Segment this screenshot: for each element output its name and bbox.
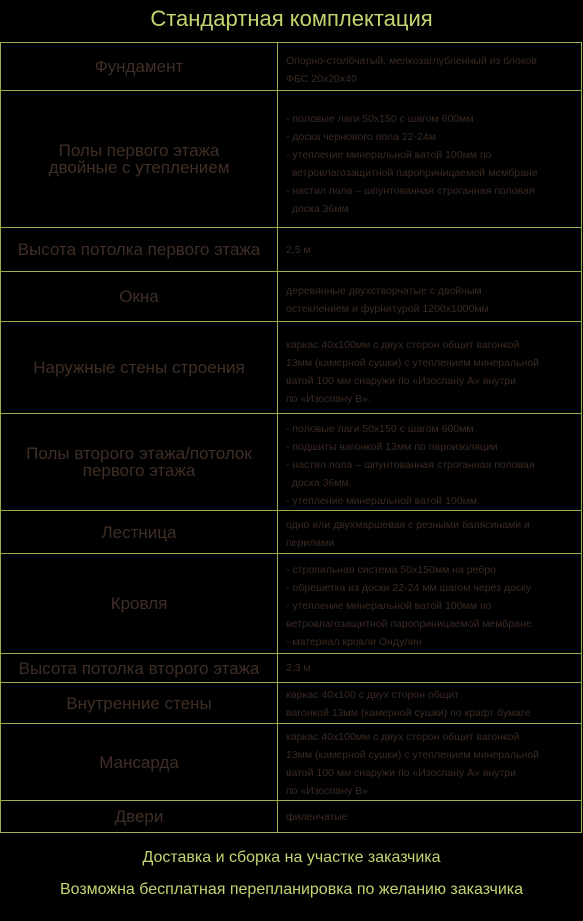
spec-row-label: Внутренние стены (1, 683, 278, 724)
spec-row (1, 272, 582, 322)
spec-value-line: Опорно-столбчатый, мелкозаглубленный из блоков (286, 54, 537, 67)
spec-row (1, 414, 582, 511)
spec-value-line: каркас 40х100 с двух сторон общит (286, 689, 460, 701)
spec-value-line: ватой 100 мм снаружи по «Изоспану А» внутри (286, 767, 516, 779)
spec-row-label: Кровля (1, 554, 278, 654)
footer-replanning-note: Возможна бесплатная перепланировка по желанию заказчика (59, 881, 524, 898)
spec-value-line: 2,3 м (286, 662, 311, 674)
spec-value-line: доска 36мм (286, 203, 349, 215)
spec-value-line: - настил пола – шпунтованная строганная половая (286, 459, 535, 471)
spec-value-line: 13мм (камерной сушки) с утеплением минеральной (286, 356, 540, 369)
spec-row (1, 801, 582, 833)
spec-row (1, 683, 582, 724)
spec-value-line: доска 36мм. (286, 477, 352, 489)
spec-row-value (278, 554, 582, 654)
spec-row (1, 511, 582, 554)
spec-value-line: одно или двухмаршевая с резными балясинами и (286, 519, 530, 531)
spec-row-value (278, 683, 582, 724)
spec-row-value (278, 724, 582, 801)
spec-row-value (278, 801, 582, 833)
specification-table-body (1, 43, 582, 833)
spec-value-line: - половые лаги 50х150 с шагом 600мм (286, 113, 474, 125)
spec-value-line: по «Изоспану В» (286, 785, 368, 797)
spec-row-value (278, 322, 582, 414)
spec-row-label: Двери (1, 801, 278, 833)
spec-value-line: - стропильная система 50х150мм на ребро (286, 563, 497, 576)
spec-row-label: Полы второго этажа/потолок первого этажа (1, 414, 278, 511)
spec-row-label: Высота потолка второго этажа (1, 654, 278, 683)
spec-value-line: перилами (286, 537, 335, 549)
spec-value-line: - обрешетка из доски 22-24 мм шагом через доску (286, 581, 532, 594)
spec-row (1, 228, 582, 272)
footer-delivery-note: Доставка и сборка на участке заказчика (142, 849, 441, 866)
spec-row (1, 554, 582, 654)
spec-value-line: ветровлагозащитной пароприницаемой мембране (286, 167, 538, 179)
spec-row (1, 43, 582, 91)
spec-value-line: - настил пола – шпунтованная строганная половая (286, 185, 535, 197)
spec-row (1, 91, 582, 228)
spec-value-line: 13мм (камерной сушки) с утеплением минеральной (286, 749, 540, 761)
spec-row (1, 654, 582, 683)
spec-row-value (278, 228, 582, 272)
spec-row-value (278, 511, 582, 554)
spec-value-line: деревянные двухстворчатые с двойным (286, 284, 482, 297)
spec-value-line: каркас 40х100мм с двух сторон общит вагонкой (286, 338, 520, 351)
spec-row-value (278, 654, 582, 683)
spec-value-line: - доска чернового пола 22-24м (286, 131, 436, 143)
spec-value-line: - утепление минеральной ватой 100мм по (286, 149, 492, 161)
spec-value-line: - утепление минеральной ватой 100мм. (286, 495, 480, 507)
spec-value-line: вагонкой 13мм (камерной сушки) по крафт бумаге (286, 707, 531, 719)
spec-row (1, 724, 582, 801)
spec-value-line: ФБС 20х20х40 (286, 72, 357, 85)
spec-value-line: каркас 40х100мм с двух сторон общит вагонкой (286, 731, 520, 743)
spec-row-value (278, 43, 582, 91)
spec-row (1, 322, 582, 414)
spec-value-line: - подшиты вагонкой 13мм по пароизоляции (286, 441, 498, 453)
spec-row-value (278, 414, 582, 511)
spec-value-line: ветровлагозащитной пароприницаемой мембране (286, 617, 532, 630)
spec-value-line: - половые лаги 50х150 с шагом 600мм (286, 423, 474, 435)
spec-value-line: 2,5 м (286, 243, 311, 256)
spec-row-label: Высота потолка первого этажа (1, 228, 278, 272)
spec-value-line: по «Изоспану В». (286, 392, 371, 405)
spec-value-line: - материал кровли Ондулин (286, 635, 422, 648)
spec-value-line: - утепление минеральной ватой 100мм по (286, 599, 492, 612)
spec-row-value (278, 272, 582, 322)
spec-value-line: ватой 100 мм снаружи по «Изоспану А» внутри (286, 374, 516, 387)
spec-row-label: Мансарда (1, 724, 278, 801)
spec-row-label: Наружные стены строения (1, 322, 278, 414)
specification-table (0, 42, 582, 833)
spec-row-label: Окна (1, 272, 278, 322)
spec-value-line: остеклением и фурнитурой 1200х1000мм (286, 302, 489, 315)
spec-row-label: Фундамент (1, 43, 278, 91)
spec-row-label: Полы первого этажа двойные с утеплением (1, 91, 278, 228)
spec-row-label: Лестница (1, 511, 278, 554)
spec-row-value (278, 91, 582, 228)
spec-value-line: филенчатые (286, 810, 348, 823)
page-title: Стандартная комплектация (150, 6, 433, 31)
